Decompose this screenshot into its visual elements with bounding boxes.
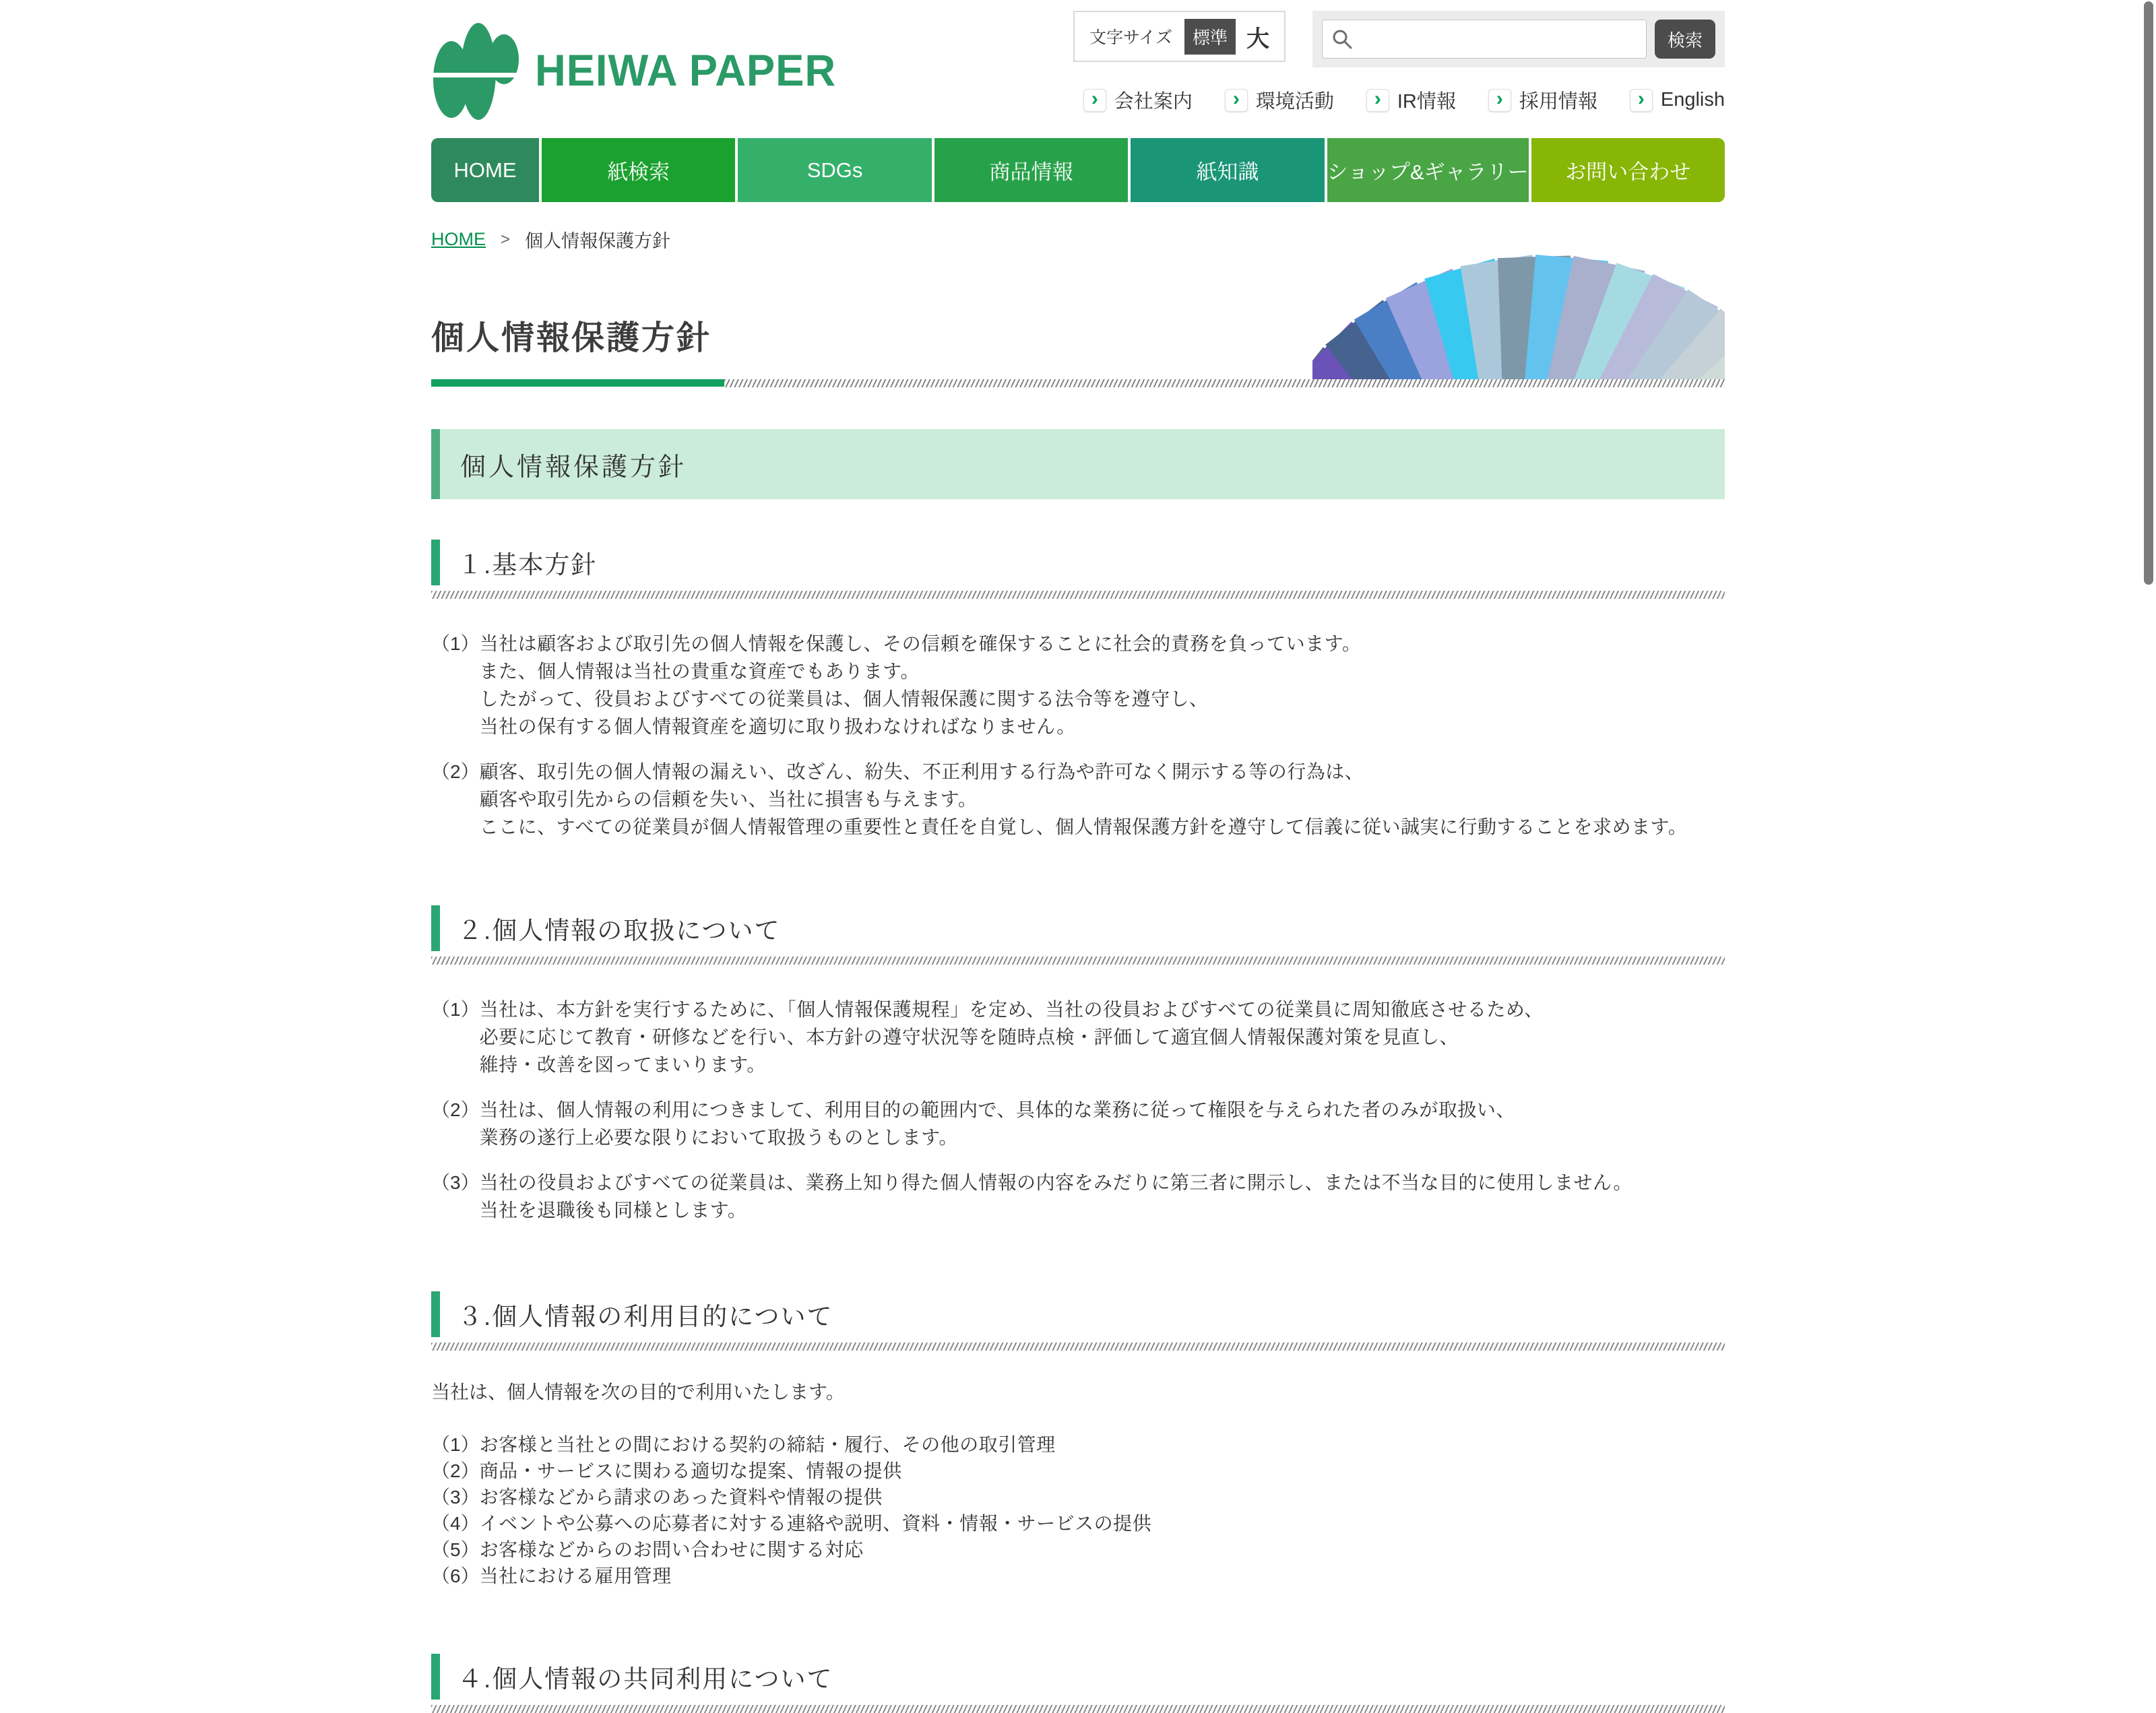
utility-link-ir[interactable]: › IR情報 [1366, 86, 1456, 114]
logo-wordmark: HEIWA PAPER [535, 45, 837, 95]
font-size-large-button[interactable]: 大 [1246, 26, 1269, 52]
policy-paragraph: （3） 当社の役員およびすべての従業員は、業務上知り得た個人情報の内容をみだりに第三者に開示し、または不当な目的に使用しません。 当社を退職後も同様とします。 [431, 1172, 1632, 1221]
section-banner [431, 429, 1725, 499]
page-title-block [431, 259, 1725, 387]
nav-item-shop-gallery[interactable]: ショップ&ギャラリー [1327, 138, 1529, 202]
site-logo[interactable] [431, 19, 1024, 121]
list-item: （4） イベントや公募への応募者に対する連絡や説明、資料・情報・サービスの提供 [431, 1513, 1152, 1534]
breadcrumb-current: 個人情報保護方針 [525, 231, 671, 251]
title-underline [431, 379, 1725, 387]
section-joint-use [431, 1654, 1725, 1713]
search-input-wrap [1322, 20, 1647, 59]
dotted-divider [431, 1343, 1725, 1351]
utility-link-english[interactable]: › English [1630, 89, 1725, 112]
section-usage-purpose [431, 1291, 1725, 1589]
dotted-divider [431, 1705, 1725, 1713]
chevron-right-icon: › [1225, 89, 1248, 112]
policy-paragraph: （1） 当社は顧客および取引先の個人情報を保護し、その信頼を確保することに社会的責務を負っています。 また、個人情報は当社の貴重な資産でもあります。 したがって、役員およびすべての従業員は、個人情報保護に関する法令等を遵守し、 当社の保有する個人情報資産を適切に取り扱わなければなりません。 [431, 633, 1362, 737]
breadcrumb-separator: > [501, 230, 511, 249]
heading-bar-decoration [431, 1654, 440, 1700]
chevron-right-icon: › [1630, 89, 1653, 112]
title-underline-hatch [724, 379, 1725, 387]
banner-title: 個人情報保護方針 [460, 453, 687, 482]
section-heading: ２.個人情報の取扱について [431, 905, 1725, 951]
policy-paragraph: （2） 顧客、取引先の個人情報の漏えい、改ざん、紛失、不正利用する行為や許可なく開示する等の行為は、 顧客や取引先からの信頼を失い、当社に損害も与えます。 ここに、すべての従業員が個人情報管理の重要性と責任を自覚し、個人情報保護方針を遵守して信義に従い誠実に行動することを求めます。 [431, 761, 1688, 837]
breadcrumb-home-link[interactable]: HOME [431, 229, 486, 249]
font-size-widget [1073, 11, 1286, 62]
heading-bar-decoration [431, 905, 440, 951]
nav-item-sdgs[interactable]: SDGs [738, 138, 931, 202]
heading-bar-decoration [431, 1291, 440, 1337]
list-item: （6） 当社における雇用管理 [431, 1565, 672, 1586]
policy-paragraph: （1） 当社は、本方針を実行するために、「個人情報保護規程」を定め、当社の役員およびすべての従業員に周知徹底させるため、 必要に応じて教育・研修などを行い、本方針の遵守状況等を随時点検・評価して適宜個人情報保護対策を見直し、 維持・改善を図ってまいります。 [431, 999, 1544, 1075]
breadcrumb [431, 226, 1725, 253]
site-header [431, 0, 1725, 138]
nav-item-paper-knowledge[interactable]: 紙知識 [1131, 138, 1324, 202]
search-panel [1312, 11, 1725, 67]
chevron-right-icon: › [1083, 89, 1106, 112]
section-heading: １.基本方針 [431, 540, 1725, 585]
nav-item-contact[interactable]: お問い合わせ [1531, 138, 1725, 202]
list-item: （5） お客様などからのお問い合わせに関する対応 [431, 1539, 864, 1560]
utility-nav [1051, 86, 1725, 114]
section-heading: ４.個人情報の共同利用について [431, 1654, 1725, 1700]
heiwa-leaf-logo-icon [431, 19, 520, 121]
paper-fan-image [1312, 250, 1725, 382]
utility-link-recruit[interactable]: › 採用情報 [1488, 86, 1597, 114]
dotted-divider [431, 957, 1725, 965]
scrollbar-thumb[interactable] [2144, 1, 2153, 585]
main-nav [431, 138, 1725, 202]
policy-paragraph: （2） 当社は、個人情報の利用につきまして、利用目的の範囲内で、具体的な業務に従って権限を与えられた者のみが取扱い、 業務の遂行上必要な限りにおいて取扱うものとします。 [431, 1099, 1515, 1148]
page-title: 個人情報保護方針 [431, 320, 712, 356]
nav-item-home[interactable]: HOME [431, 138, 539, 202]
chevron-right-icon: › [1366, 89, 1389, 112]
list-item: （1） お客様と当社との間における契約の締結・履行、その他の取引管理 [431, 1434, 1056, 1455]
chevron-right-icon: › [1488, 89, 1511, 112]
section-handling [431, 905, 1725, 1224]
nav-item-paper-search[interactable]: 紙検索 [542, 138, 735, 202]
utility-link-company[interactable]: › 会社案内 [1083, 86, 1193, 114]
section-basic-policy [431, 540, 1725, 841]
search-icon [1331, 28, 1353, 50]
utility-link-environment[interactable]: › 環境活動 [1225, 86, 1334, 114]
font-size-label: 文字サイズ [1089, 28, 1172, 47]
section-heading: ３.個人情報の利用目的について [431, 1291, 1725, 1337]
font-size-standard-button[interactable]: 標準 [1184, 19, 1236, 55]
list-item: （2） 商品・サービスに関わる適切な提案、情報の提供 [431, 1460, 902, 1481]
search-submit-button[interactable]: 検索 [1655, 20, 1715, 59]
search-input[interactable] [1322, 20, 1647, 59]
header-tools [1073, 11, 1725, 67]
section-lead-text: 当社は、個人情報を次の目的で利用いたします。 [431, 1382, 845, 1402]
heading-bar-decoration [431, 540, 440, 585]
list-item: （3） お客様などから請求のあった資料や情報の提供 [431, 1487, 883, 1508]
dotted-divider [431, 591, 1725, 599]
nav-item-products[interactable]: 商品情報 [934, 138, 1128, 202]
title-underline-green [431, 379, 724, 387]
